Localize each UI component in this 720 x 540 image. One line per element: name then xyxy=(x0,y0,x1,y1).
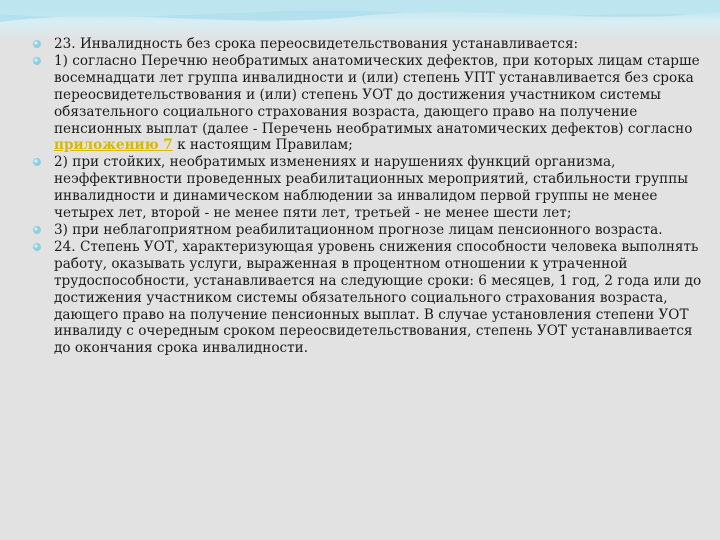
item-text-after: к настоящим Правилам; xyxy=(177,137,353,154)
slide-content xyxy=(32,36,704,357)
bullet-icon xyxy=(32,225,42,235)
list-item xyxy=(32,222,704,239)
bullet-icon xyxy=(32,157,42,167)
appendix-7-link[interactable]: приложению 7 xyxy=(54,137,173,154)
header-decoration xyxy=(0,0,720,40)
bullet-icon xyxy=(32,56,42,66)
item-text: 24. Степень УОТ, характеризующая уровень снижения способности человека выполнять работу, оказывать услуги, выраженная в процентном отношении к утраченной трудоспособности, устанавливается на следующие сроки: 6 месяцев, 1 год, 2 года или до достижения участником системы обязательного социального страхования возраста, дающего право на получение пенсионных выплат. В случае установления степени УОТ инвалиду с очередным сроком переосвидетельствования, степень УОТ устанавливается до окончания срока инвалидности. xyxy=(54,238,702,357)
list-item xyxy=(32,154,704,222)
item-text: 3) при неблагоприятном реабилитационном прогнозе лицам пенсионного возраста. xyxy=(54,221,663,238)
wave-decoration xyxy=(0,0,720,40)
list-item xyxy=(32,36,704,53)
bullet-list xyxy=(32,36,704,357)
list-item xyxy=(32,53,704,154)
list-item xyxy=(32,239,704,357)
item-text: 23. Инвалидность без срока переосвидетельствования устанавливается: xyxy=(54,36,579,52)
item-text: 2) при стойких, необратимых изменениях и нарушениях функций организма, неэффективности проведенных реабилитационных мероприятий, стабильности группы инвалидности и динамическом наблюдении за инвалидом первой группы не менее четырех лет, второй - не менее пяти лет, третьей - не менее шести лет; xyxy=(54,154,689,222)
bullet-icon xyxy=(32,39,42,49)
bullet-icon xyxy=(32,242,42,252)
item-text: 1) согласно Перечню необратимых анатомических дефектов, при которых лицам старше восемнадцати лет группа инвалидности и (или) степень УПТ устанавливается без срока переосвидетельствования и (или) степень УОТ до достижения участником системы обязательного социального страхования возраста, дающего право на получение пенсионных выплат (далее - Перечень необратимых анатомических дефектов) согласно xyxy=(54,52,700,137)
